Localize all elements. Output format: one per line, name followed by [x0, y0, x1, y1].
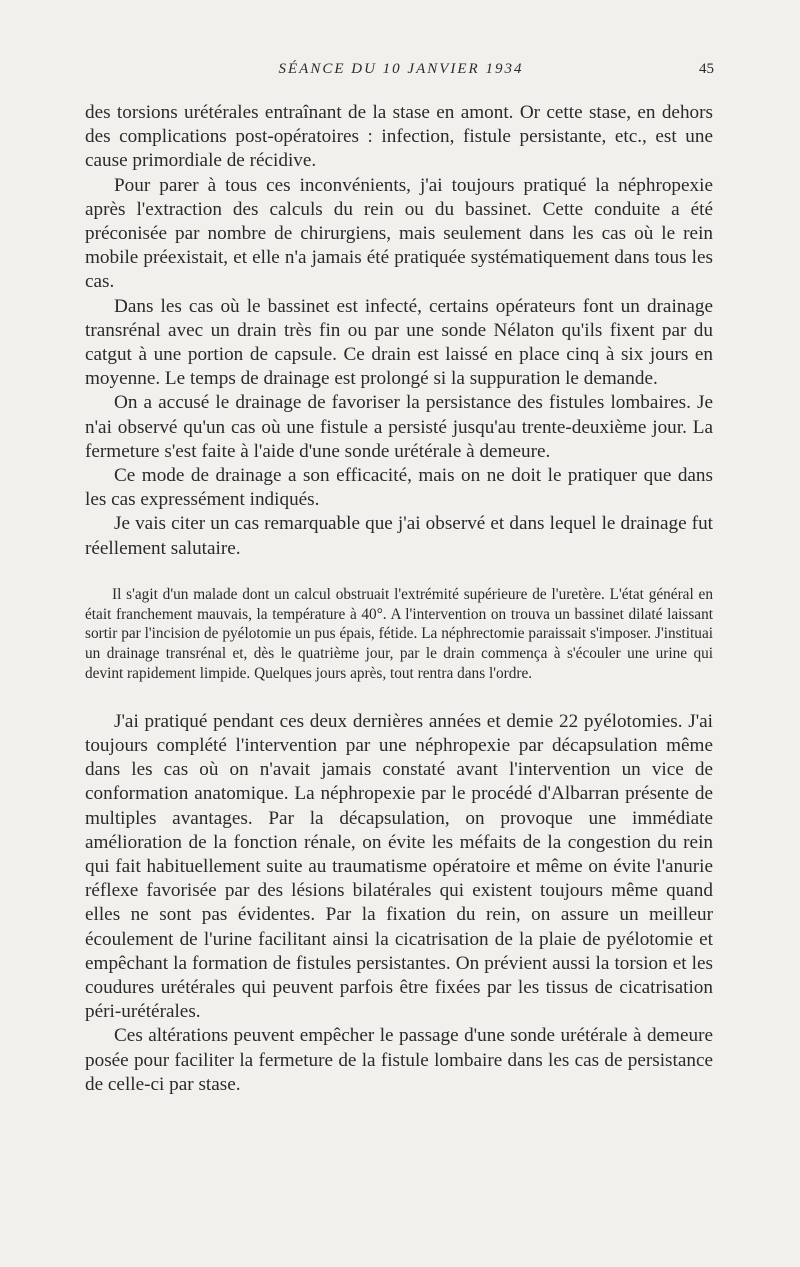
header-title: SÉANCE DU 10 JANVIER 1934 — [278, 61, 524, 77]
paragraph: Je vais citer un cas remarquable que j'ai observé et dans lequel le drainage fut réellement salutaire. — [85, 513, 713, 559]
page-number: 45 — [699, 61, 714, 77]
paragraph: Pour parer à tous ces inconvénients, j'ai toujours pratiqué la néphropexie après l'extraction des calculs du rein ou du bassinet. Cette conduite a été préconisée par nombre de chirurgiens, mais seulement dans les cas où le rein mobile préexistait, et elle n'a jamais été pratiquée systématiquement dans tous les cas. — [85, 174, 713, 293]
paragraph: J'ai pratiqué pendant ces deux dernières années et demie 22 pyélotomies. J'ai toujours complété l'intervention par une néphropexie par décapsulation même dans les cas où on n'avait jamais constaté avant l'intervention un vice de conformation anatomique. La néphropexie par le procédé d'Albarran présente de multiples avantages. Par la décapsulation, on provoque une immédiate amélioration de la fonction rénale, on évite les méfaits de la congestion du rein qui fait habituellement suite au traumatisme opératoire et même on évite l'anurie réflexe favorisée par des lésions bilatérales qui existent toujours même quand elles ne sont pas évidentes. Par la fixation du rein, on assure un meilleur écoulement de l'urine facilitant ainsi la cicatrisation de la plaie de pyélotomie et empêchant la formation de fistules persistantes. On prévient aussi la torsion et les coudures urétérales qui peuvent parfois être fixées par les tissus de cicatrisation péri-urétérales. — [85, 710, 713, 1023]
body-text — [85, 101, 713, 1097]
paragraph: Dans les cas où le bassinet est infecté, certains opérateurs font un drainage transrénal avec un drain très fin ou par une sonde Nélaton qu'ils fixent par du catgut à une portion de capsule. Ce drain est laissé en place cinq à six jours en moyenne. Le temps de drainage est prolongé si la suppuration le demande. — [85, 295, 713, 390]
case-note — [85, 585, 713, 684]
running-header — [88, 61, 714, 85]
case-note-text: Il s'agit d'un malade dont un calcul obstruait l'extrémité supérieure de l'uretère. L'état général en était franchement mauvais, la température à 40°. A l'intervention on trouva un bassinet dilaté laissant sortir par l'incision de pyélotomie un pus épais, fétide. La néphrectomie paraissait s'imposer. J'instituai un drainage transrénal et, dès le quatrième jour, par le drain commença à s'écouler une urine qui devint rapidement limpide. Quelques jours après, tout rentra dans l'ordre. — [85, 585, 713, 683]
paragraph: Ces altérations peuvent empêcher le passage d'une sonde urétérale à demeure posée pour faciliter la fermeture de la fistule lombaire dans les cas de persistance de celle-ci par stase. — [85, 1025, 713, 1095]
paragraph: Ce mode de drainage a son efficacité, mais on ne doit le pratiquer que dans les cas expressément indiqués. — [85, 465, 713, 511]
paragraph: On a accusé le drainage de favoriser la persistance des fistules lombaires. Je n'ai observé qu'un cas où une fistule a persisté jusqu'au trente-deuxième jour. La fermeture s'est faite à l'aide d'une sonde urétérale à demeure. — [85, 392, 713, 462]
paragraph-continued: des torsions urétérales entraînant de la stase en amont. Or cette stase, en dehors des complications post-opératoires : infection, fistule persistante, etc., est une cause primordiale de récidive. — [85, 102, 713, 172]
